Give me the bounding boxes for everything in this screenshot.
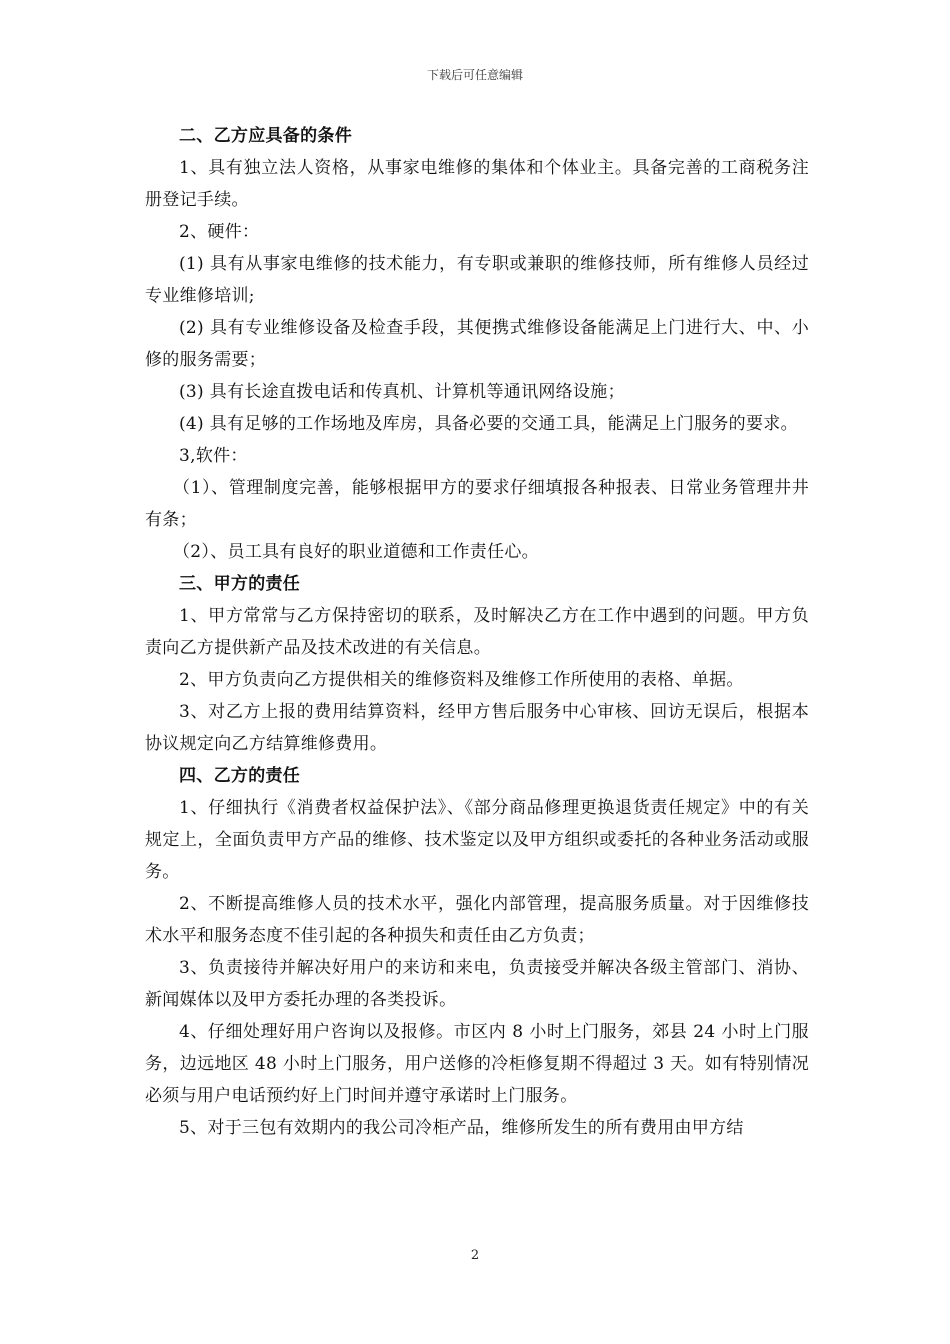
page-number: 2 [470,1248,480,1263]
paragraph: 3、负责接待并解决好用户的来访和来电，负责接受并解决各级主管部门、消协、新闻媒体以及甲方委托办理的各类投诉。 [145,958,809,1010]
paragraph: 2、硬件： [179,222,260,242]
paragraph: (1) 具有从事家电维修的技术能力，有专职或兼职的维修技师，所有维修人员经过专业维修培训; [145,254,809,306]
paragraph: (2) 具有专业维修设备及检查手段，其便携式维修设备能满足上门进行大、中、小修的服务需要； [145,318,809,370]
paragraph: 1、甲方常常与乙方保持密切的联系，及时解决乙方在工作中遇到的问题。甲方负责向乙方提供新产品及技术改进的有关信息。 [145,606,809,658]
paragraph: 1、具有独立法人资格，从事家电维修的集体和个体业主。具备完善的工商税务注册登记手续。 [145,158,809,210]
paragraph: 4、仔细处理好用户咨询以及报修。市区内 8 小时上门服务，郊县 24 小时上门服务，边远地区 48 小时上门服务，用户送修的冷柜修复期不得超过 3 天。如有特别情况必须与用户电话预约好上门时间并遵守承诺时上门服务。 [145,1022,809,1106]
paragraph: 3,软件： [179,446,248,466]
paragraph: 1、仔细执行《消费者权益保护法》、《部分商品修理更换退货责任规定》中的有关规定上，全面负责甲方产品的维修、技术鉴定以及甲方组织或委托的各种业务活动或服务。 [145,798,809,882]
paragraph: 5、对于三包有效期内的我公司冷柜产品，维修所发生的所有费用由甲方结 [179,1118,744,1138]
paragraph: (4) 具有足够的工作场地及库房，具备必要的交通工具，能满足上门服务的要求。 [179,414,798,434]
section-heading: 二、乙方应具备的条件 [179,126,352,146]
document-body [145,120,809,1144]
paragraph: （1）、管理制度完善，能够根据甲方的要求仔细填报各种报表、日常业务管理井井有条； [145,478,809,530]
paragraph: 2、甲方负责向乙方提供相关的维修资料及维修工作所使用的表格、单据。 [179,670,744,690]
section-heading: 三、甲方的责任 [179,574,301,594]
paragraph: (3) 具有长途直拨电话和传真机、计算机等通讯网络设施； [179,382,625,402]
section-heading: 四、乙方的责任 [179,766,301,786]
paragraph: 3、对乙方上报的费用结算资料，经甲方售后服务中心审核、回访无误后，根据本协议规定向乙方结算维修费用。 [145,702,809,754]
page-header: 下载后可任意编辑 [426,68,523,82]
paragraph: 2、不断提高维修人员的技术水平，强化内部管理，提高服务质量。对于因维修技术水平和服务态度不佳引起的各种损失和责任由乙方负责； [145,894,809,946]
paragraph: （2）、员工具有良好的职业道德和工作责任心。 [173,542,539,562]
